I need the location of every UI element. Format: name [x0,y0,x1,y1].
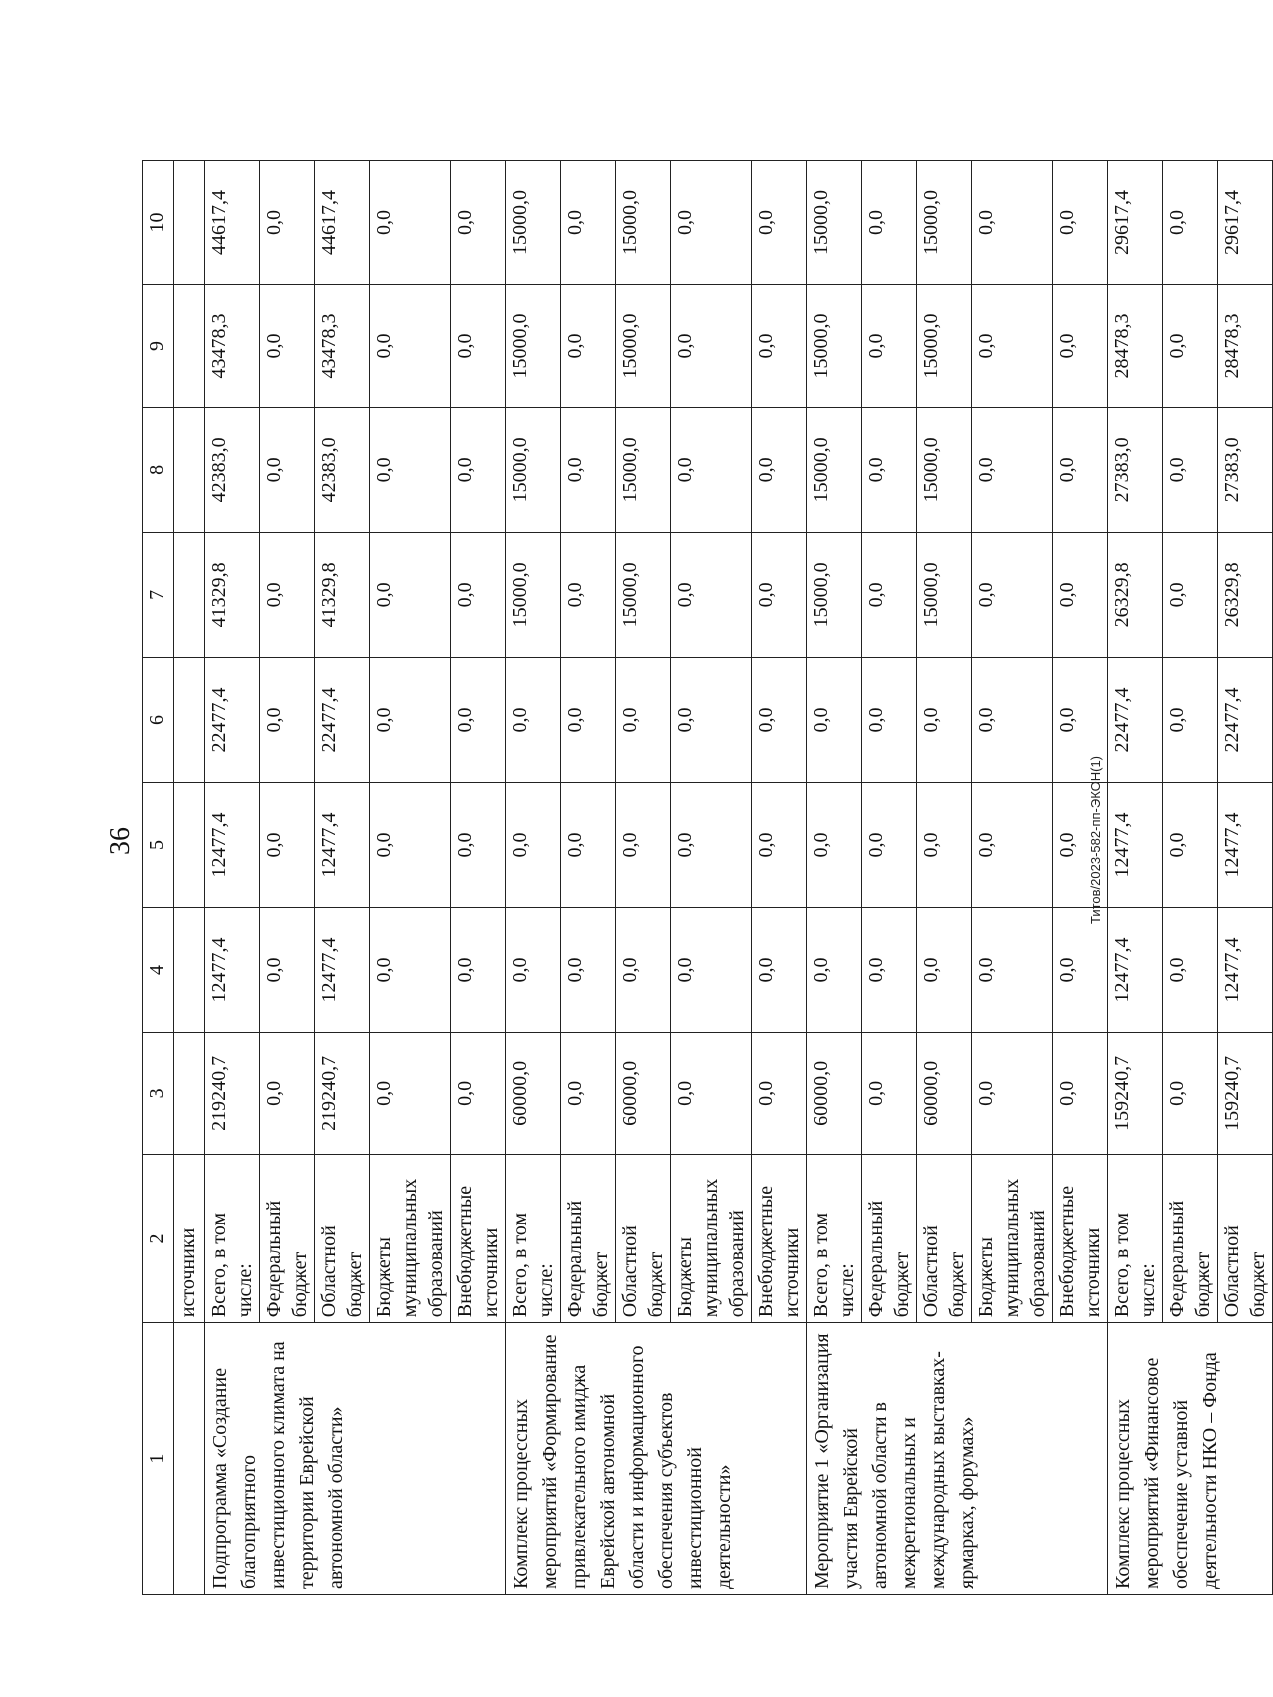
program-name: Подпрограмма «Создание благоприятного инвестиционного климата на территории Еврейской автономной области» [205,1323,506,1595]
value-cell: 0,0 [807,657,862,782]
value-cell: 0,0 [506,657,561,782]
value-cell: 15000,0 [917,161,972,285]
value-cell: 0,0 [972,532,1053,657]
value-cell: 0,0 [370,532,451,657]
value-cell: 0,0 [616,782,671,907]
value-cell: 15000,0 [917,532,972,657]
page-number: 36 [105,827,136,855]
value-cell: 0,0 [752,532,807,657]
value-cell: 60000,0 [506,1032,561,1154]
value-cell: 43478,3 [315,285,370,408]
value-cell: 44617,4 [315,161,370,285]
value-cell: 0,0 [451,532,506,657]
value-cell: 0,0 [561,657,616,782]
column-number-5: 5 [143,782,174,907]
funding-source: Внебюджетные источники [752,1154,807,1323]
funding-source: Всего, в том числе: [205,1154,260,1323]
value-cell: 0,0 [1163,907,1218,1032]
value-cell: 0,0 [862,657,917,782]
column-number-9: 9 [143,285,174,408]
value-cell: 15000,0 [807,532,862,657]
value-cell: 0,0 [807,782,862,907]
table-row [506,161,561,1595]
value-cell: 29617,4 [1108,161,1163,285]
value-cell: 0,0 [370,657,451,782]
funding-source: Федеральный бюджет [260,1154,315,1323]
carry-over-cell-5 [174,782,205,907]
value-cell: 0,0 [370,782,451,907]
value-cell: 0,0 [1163,1032,1218,1154]
value-cell: 0,0 [370,161,451,285]
value-cell: 12477,4 [205,782,260,907]
carry-over-cell-9 [174,285,205,408]
value-cell: 0,0 [1053,1032,1108,1154]
value-cell: 15000,0 [616,407,671,532]
funding-source: Областной бюджет [1218,1154,1273,1323]
carry-over-source: источники [174,1154,205,1323]
value-cell: 0,0 [917,782,972,907]
value-cell: 15000,0 [616,161,671,285]
value-cell: 27383,0 [1218,407,1273,532]
value-cell: 0,0 [260,532,315,657]
value-cell: 0,0 [972,285,1053,408]
value-cell: 0,0 [561,407,616,532]
value-cell: 0,0 [972,657,1053,782]
value-cell: 0,0 [671,407,752,532]
value-cell: 0,0 [1053,657,1108,782]
value-cell: 0,0 [807,907,862,1032]
value-cell: 0,0 [451,782,506,907]
funding-source: Областной бюджет [315,1154,370,1323]
value-cell: 15000,0 [616,532,671,657]
funding-source: Федеральный бюджет [561,1154,616,1323]
carry-over-cell-1 [174,1323,205,1595]
value-cell: 0,0 [862,407,917,532]
value-cell: 0,0 [862,907,917,1032]
funding-source: Внебюджетные источники [451,1154,506,1323]
value-cell: 0,0 [1163,657,1218,782]
value-cell: 0,0 [917,907,972,1032]
value-cell: 0,0 [862,161,917,285]
value-cell: 0,0 [671,657,752,782]
funding-source: Внебюджетные источники [1053,1154,1108,1323]
value-cell: 0,0 [917,657,972,782]
value-cell: 0,0 [671,1032,752,1154]
program-name: Комплекс процессных мероприятий «Финансовое обеспечение уставной деятельности НКО – Фонда [1108,1323,1273,1595]
value-cell: 0,0 [370,285,451,408]
column-number-8: 8 [143,407,174,532]
column-number-6: 6 [143,657,174,782]
column-number-7: 7 [143,532,174,657]
carry-over-cell-8 [174,407,205,532]
value-cell: 44617,4 [205,161,260,285]
funding-source: Бюджеты муниципальных образований [370,1154,451,1323]
value-cell: 0,0 [561,907,616,1032]
value-cell: 0,0 [370,907,451,1032]
value-cell: 0,0 [561,532,616,657]
header-row [143,161,174,1595]
value-cell: 22477,4 [315,657,370,782]
value-cell: 0,0 [1053,782,1108,907]
value-cell: 42383,0 [315,407,370,532]
program-name: Комплекс процессных мероприятий «Формирование привлекательного имиджа Еврейской автономной области и информационного обеспечения субъектов инвестиционной деятельности» [506,1323,807,1595]
value-cell: 22477,4 [1218,657,1273,782]
value-cell: 15000,0 [616,285,671,408]
value-cell: 0,0 [260,285,315,408]
value-cell: 0,0 [671,161,752,285]
value-cell: 0,0 [1163,782,1218,907]
value-cell: 26329,8 [1108,532,1163,657]
value-cell: 15000,0 [506,532,561,657]
value-cell: 0,0 [370,1032,451,1154]
column-number-3: 3 [143,1032,174,1154]
value-cell: 0,0 [616,657,671,782]
value-cell: 0,0 [671,532,752,657]
program-name: Мероприятие 1 «Организация участия Еврейской автономной области в межрегиональных и международных выставках-ярмарках, форумах» [807,1323,1108,1595]
value-cell: 15000,0 [506,407,561,532]
value-cell: 0,0 [752,1032,807,1154]
column-number-10: 10 [143,161,174,285]
value-cell: 41329,8 [205,532,260,657]
value-cell: 12477,4 [1218,782,1273,907]
value-cell: 0,0 [752,407,807,532]
value-cell: 0,0 [451,161,506,285]
value-cell: 0,0 [671,285,752,408]
value-cell: 0,0 [671,782,752,907]
budget-table [142,160,1273,1595]
table-row [205,161,260,1595]
value-cell: 12477,4 [1218,907,1273,1032]
value-cell: 0,0 [561,782,616,907]
value-cell: 0,0 [862,1032,917,1154]
value-cell: 0,0 [370,407,451,532]
value-cell: 0,0 [862,532,917,657]
value-cell: 219240,7 [205,1032,260,1154]
value-cell: 0,0 [451,657,506,782]
carry-over-cell-3 [174,1032,205,1154]
value-cell: 0,0 [451,907,506,1032]
funding-source: Всего, в том числе: [807,1154,862,1323]
value-cell: 0,0 [1163,532,1218,657]
value-cell: 0,0 [972,407,1053,532]
funding-source: Всего, в том числе: [1108,1154,1163,1323]
value-cell: 41329,8 [315,532,370,657]
value-cell: 0,0 [862,285,917,408]
value-cell: 0,0 [260,657,315,782]
table-row [807,161,862,1595]
column-number-4: 4 [143,907,174,1032]
value-cell: 0,0 [752,657,807,782]
carry-over-cell-10 [174,161,205,285]
value-cell: 0,0 [616,907,671,1032]
value-cell: 15000,0 [807,161,862,285]
value-cell: 0,0 [1053,907,1108,1032]
value-cell: 60000,0 [616,1032,671,1154]
value-cell: 0,0 [260,161,315,285]
value-cell: 28478,3 [1108,285,1163,408]
value-cell: 0,0 [451,407,506,532]
funding-source: Бюджеты муниципальных образований [671,1154,752,1323]
value-cell: 15000,0 [506,161,561,285]
funding-source: Областной бюджет [616,1154,671,1323]
value-cell: 60000,0 [807,1032,862,1154]
value-cell: 12477,4 [315,782,370,907]
table-row [1108,161,1163,1595]
carry-over-cell-7 [174,532,205,657]
value-cell: 28478,3 [1218,285,1273,408]
value-cell: 22477,4 [205,657,260,782]
table-body [143,161,1273,1595]
value-cell: 12477,4 [205,907,260,1032]
funding-source: Федеральный бюджет [1163,1154,1218,1323]
value-cell: 0,0 [1053,161,1108,285]
value-cell: 42383,0 [205,407,260,532]
funding-source: Областной бюджет [917,1154,972,1323]
value-cell: 0,0 [451,285,506,408]
value-cell: 0,0 [260,907,315,1032]
value-cell: 0,0 [862,782,917,907]
value-cell: 15000,0 [917,407,972,532]
value-cell: 0,0 [561,161,616,285]
value-cell: 0,0 [752,907,807,1032]
value-cell: 60000,0 [917,1032,972,1154]
column-number-1: 1 [143,1323,174,1595]
value-cell: 0,0 [752,782,807,907]
value-cell: 0,0 [1053,285,1108,408]
value-cell: 0,0 [561,285,616,408]
value-cell: 0,0 [260,1032,315,1154]
value-cell: 0,0 [506,782,561,907]
carry-over-row [174,161,205,1595]
value-cell: 29617,4 [1218,161,1273,285]
value-cell: 0,0 [260,782,315,907]
funding-source: Всего, в том числе: [506,1154,561,1323]
value-cell: 0,0 [561,1032,616,1154]
document-code: Титов/2023-582-пп-ЭКОН(1) [1088,755,1103,925]
value-cell: 219240,7 [315,1032,370,1154]
value-cell: 0,0 [1053,532,1108,657]
value-cell: 22477,4 [1108,657,1163,782]
value-cell: 15000,0 [807,285,862,408]
carry-over-cell-4 [174,907,205,1032]
carry-over-cell-6 [174,657,205,782]
value-cell: 0,0 [752,285,807,408]
value-cell: 12477,4 [315,907,370,1032]
funding-source: Федеральный бюджет [862,1154,917,1323]
value-cell: 0,0 [1163,285,1218,408]
value-cell: 26329,8 [1218,532,1273,657]
value-cell: 0,0 [506,907,561,1032]
funding-source: Бюджеты муниципальных образований [972,1154,1053,1323]
value-cell: 0,0 [972,782,1053,907]
value-cell: 0,0 [1163,407,1218,532]
value-cell: 0,0 [671,907,752,1032]
value-cell: 15000,0 [807,407,862,532]
value-cell: 0,0 [972,161,1053,285]
value-cell: 0,0 [451,1032,506,1154]
value-cell: 15000,0 [917,285,972,408]
value-cell: 0,0 [752,161,807,285]
column-number-2: 2 [143,1154,174,1323]
value-cell: 0,0 [1163,161,1218,285]
value-cell: 15000,0 [506,285,561,408]
value-cell: 0,0 [260,407,315,532]
value-cell: 0,0 [972,1032,1053,1154]
value-cell: 12477,4 [1108,907,1163,1032]
value-cell: 159240,7 [1218,1032,1273,1154]
value-cell: 43478,3 [205,285,260,408]
value-cell: 27383,0 [1108,407,1163,532]
value-cell: 159240,7 [1108,1032,1163,1154]
value-cell: 12477,4 [1108,782,1163,907]
value-cell: 0,0 [972,907,1053,1032]
value-cell: 0,0 [1053,407,1108,532]
